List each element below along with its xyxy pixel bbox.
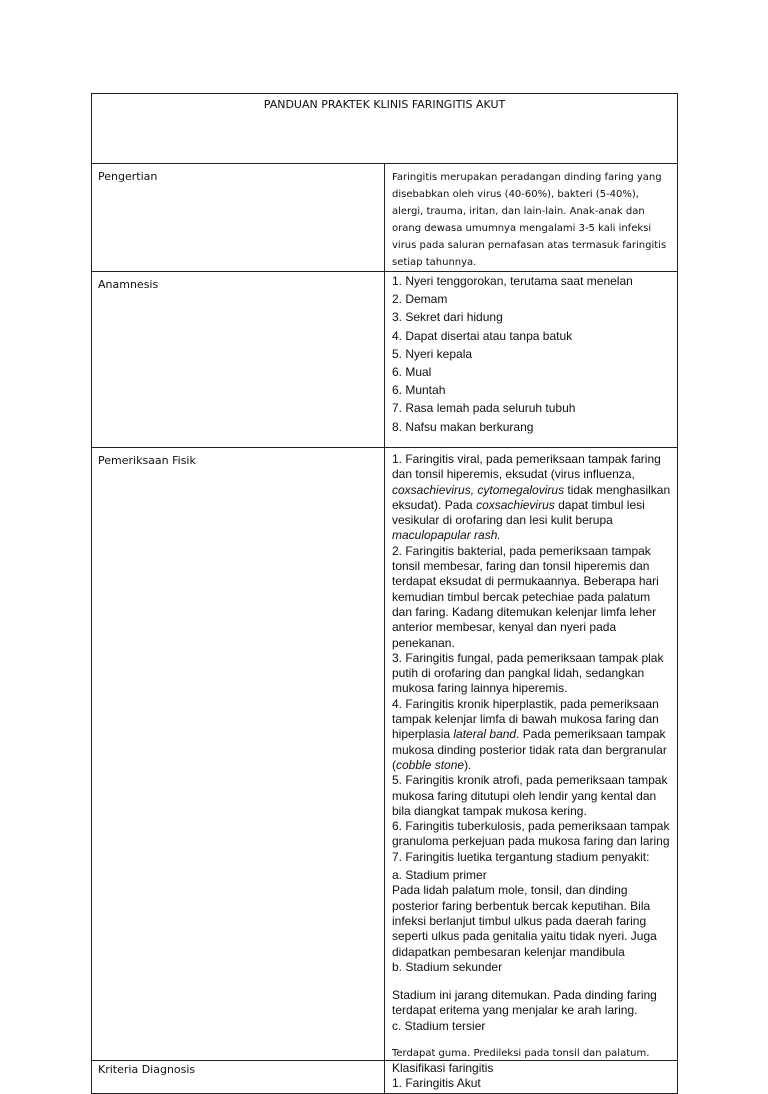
kriteria-row: [92, 1060, 678, 1093]
pemeriksaan-text: [392, 448, 677, 1060]
pengertian-row: [92, 164, 678, 272]
pengertian-label: Pengertian: [92, 164, 385, 272]
title-row: [92, 94, 678, 164]
anamnesis-row: [92, 272, 678, 448]
kriteria-line-2: 1. Faringitis Akut: [392, 1075, 481, 1090]
stadium-sekunder-heading: b. Stadium sekunder: [392, 959, 503, 974]
list-item: 6. Mual: [392, 365, 432, 380]
stadium-tersier-text: Terdapat guma. Predileksi pada tonsil dan palatum.: [392, 1047, 650, 1059]
guideline-table: [91, 93, 678, 1094]
pemeriksaan-content: [385, 448, 678, 1061]
pemeriksaan-point-5: 5. Faringitis kronik atrofi, pada pemeriksaan tampak mukosa faring ditutupi oleh lendir yang kental dan bila diangkat tampak mukosa kering.: [392, 773, 668, 818]
anamnesis-content: [385, 272, 678, 448]
pemeriksaan-point-3: 3. Faringitis fungal, pada pemeriksaan tampak plak putih di orofaring dan pangkal lidah, sedangkan mukosa faring lainnya hiperemis.: [392, 650, 664, 696]
kriteria-label: Kriteria Diagnosis: [92, 1060, 385, 1093]
spacer: [392, 975, 673, 988]
title-cell: [92, 94, 678, 164]
list-item: 3. Sekret dari hidung: [392, 310, 503, 325]
anamnesis-label: Anamnesis: [92, 272, 385, 448]
list-item: 5. Nyeri kepala: [392, 346, 473, 361]
stadium-primer-text: Pada lidah palatum mole, tonsil, dan dinding posterior faring berbentuk bercak keputihan. Bila infeksi berlanjut timbul ulkus pada daerah faring seperti ulkus pada genitalia yaitu tidak nyeri. Juga didapatkan pembesaran kelenjar mandibula: [392, 883, 657, 959]
pengertian-content: [385, 164, 678, 272]
stadium-sekunder-text: Stadium ini jarang ditemukan. Pada dinding faring terdapat eritema yang menjalar ke arah laring.: [392, 988, 657, 1018]
pemeriksaan-point-6: 6. Faringitis tuberkulosis, pada pemeriksaan tampak granuloma perkejuan pada mukosa faring dan laring: [392, 819, 670, 849]
pemeriksaan-point-7: 7. Faringitis luetika tergantung stadium penyakit:: [392, 849, 650, 864]
pemeriksaan-label: Pemeriksaan Fisik: [92, 448, 385, 1061]
list-item: 8. Nafsu makan berkurang: [392, 419, 534, 434]
pemeriksaan-point-1: 1. Faringitis viral, pada pemeriksaan tampak faring dan tonsil hiperemis, eksudat (virus influenza, coxsachievirus, cytomegalovirus tidak menghasilkan eksudat). Pada coxsachievirus dapat timbul lesi vesikular di orofaring dan lesi kulit berupa maculopapular rash.: [392, 452, 671, 543]
pemeriksaan-row: [92, 448, 678, 1061]
stadium-primer-heading: a. Stadium primer: [392, 868, 487, 883]
pemeriksaan-point-4: 4. Faringitis kronik hiperplastik, pada pemeriksaan tampak kelenjar limfa di bawah mukosa faring dan hiperplasia lateral band. Pada pemeriksaan tampak mukosa dinding posterior tidak rata dan bergranular (cobble stone).: [392, 696, 667, 772]
list-item: 6. Muntah: [392, 383, 446, 398]
kriteria-line-1: Klasifikasi faringitis: [392, 1060, 494, 1075]
list-item: 2. Demam: [392, 292, 448, 307]
anamnesis-list: [392, 272, 677, 436]
pemeriksaan-point-2: 2. Faringitis bakterial, pada pemeriksaan tampak tonsil membesar, faring dan tonsil hiperemis dan terdapat eksudat di permukaannya. Beberapa hari kemudian timbul bercak petechiae pada palatum dan faring. Kadang ditemukan kelenjar limfa leher anterior membesar, kenyal dan nyeri pada penekanan.: [392, 543, 659, 650]
kriteria-content: [385, 1060, 678, 1093]
kriteria-text: [392, 1061, 677, 1091]
list-item: 7. Rasa lemah pada seluruh tubuh: [392, 401, 576, 416]
list-item: 1. Nyeri tenggorokan, terutama saat menelan: [392, 274, 633, 288]
document-title: PANDUAN PRAKTEK KLINIS FARINGITIS AKUT: [263, 98, 506, 111]
list-item: 4. Dapat disertai atau tanpa batuk: [392, 328, 573, 343]
pengertian-text: Faringitis merupakan peradangan dinding faring yang disebabkan oleh virus (40-60%), bakteri (5-40%), alergi, trauma, iritan, dan lain-lain. Anak-anak dan orang dewasa umumnya mengalami 3-5 kali infeksi virus pada saluran pernafasan atas termasuk faringitis setiap tahunnya.: [392, 172, 667, 268]
stadium-tersier-heading: c. Stadium tersier: [392, 1018, 486, 1033]
